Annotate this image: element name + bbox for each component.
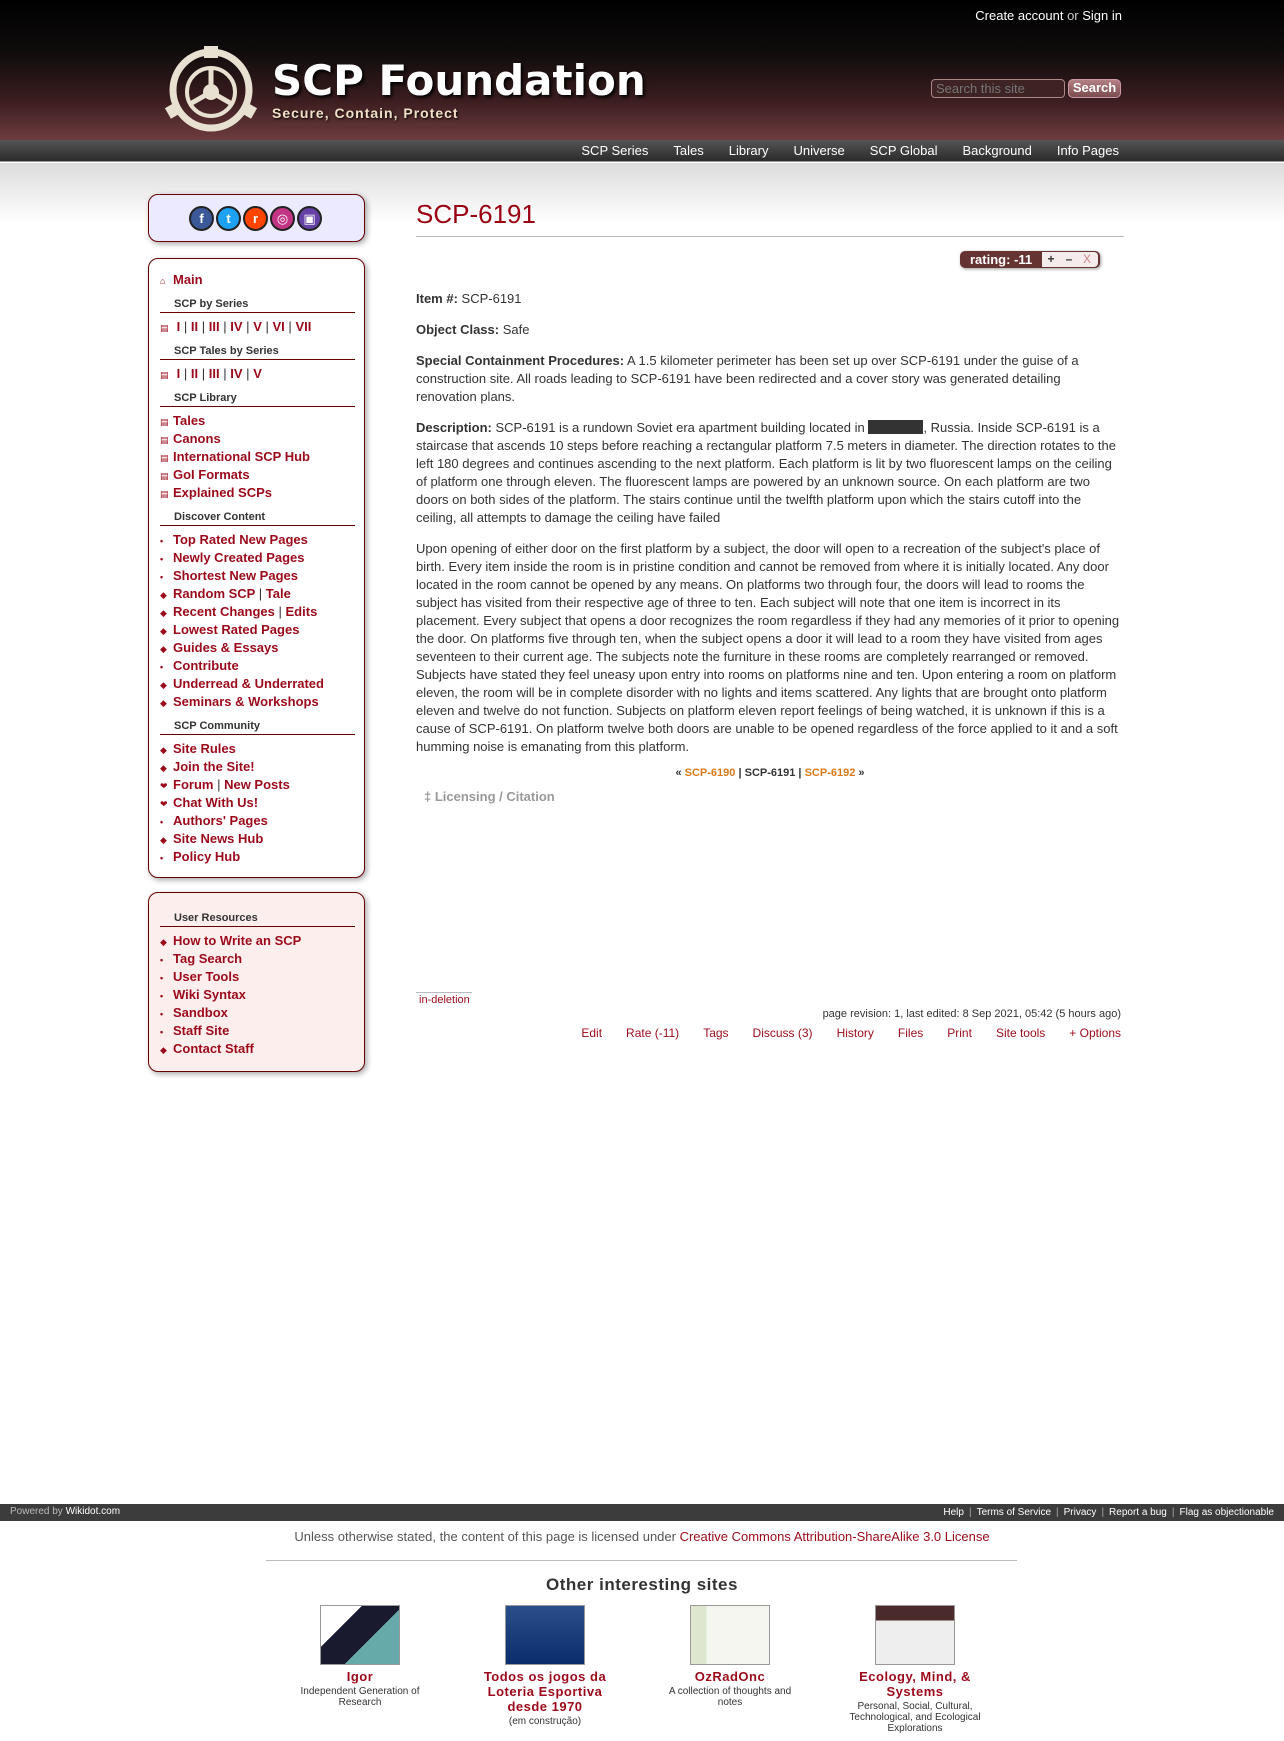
side-head-discover: Discover Content [160,510,355,526]
bullet-icon: • [160,991,164,1001]
side-tag-search[interactable]: • Tag Search [160,950,355,968]
site-thumbnail[interactable] [690,1605,770,1665]
chat-icon: ❤ [160,781,168,791]
side-new-posts[interactable]: New Posts [224,777,290,792]
current-scp: SCP-6191 [744,767,796,779]
side-chat[interactable]: ❤ Chat With Us! [160,794,355,812]
wikidot-link[interactable]: Wikidot.com [65,1506,121,1517]
bullet-icon: • [160,1027,164,1037]
rating-module [960,251,1100,268]
files-button[interactable]: Files [897,1026,924,1040]
side-discover-lowest[interactable]: ◆ Lowest Rated Pages [160,621,355,639]
reddit-icon[interactable]: r [243,206,268,231]
side-sandbox[interactable]: • Sandbox [160,1004,355,1022]
side-head-library: SCP Library [160,391,355,407]
book-icon: ▤ [160,323,169,333]
side-recent-changes[interactable]: Recent Changes [173,604,275,619]
side-head-tales: SCP Tales by Series [160,344,355,360]
page-revision-info: page revision: 1, last edited: 8 Sep 2021, 05:42 (5 hours ago) [822,1008,1121,1020]
side-discover-random-row: ◆ Random SCP | Tale [160,585,355,603]
print-button[interactable]: Print [947,1026,972,1040]
side-main-link[interactable] [160,271,355,289]
side-tale-series-3[interactable]: III [208,366,220,381]
book-icon: ▤ [160,489,169,499]
top-nav [556,143,1119,158]
diamond-icon: ◆ [160,644,167,654]
top-nav-bar [0,140,1284,162]
top-nav-info-pages[interactable]: Info Pages [1056,143,1119,158]
bullet-icon: • [160,572,164,582]
series-navigation: « SCP-6190 | SCP-6191 | SCP-6192 » [675,767,865,779]
side-tale-series-2[interactable]: II [190,366,199,381]
side-discover-recent-row: ◆ Recent Changes | Edits [160,603,355,621]
side-random-tale[interactable]: Tale [265,586,291,601]
book-icon: ▤ [160,370,169,380]
side-series-7[interactable]: VII [295,319,312,334]
side-site-rules[interactable]: ◆ Site Rules [160,740,355,758]
tags-divider [416,992,472,993]
diamond-icon: ◆ [160,698,167,708]
side-edits[interactable]: Edits [285,604,318,619]
side-series-row: ▤ I | II | III | IV | V | VI | VII [160,318,355,336]
bullet-icon: • [160,817,164,827]
bullet-icon: • [160,1009,164,1019]
facebook-icon[interactable]: f [189,206,214,231]
top-nav-scp-global[interactable]: SCP Global [869,143,938,158]
login-status [975,8,1122,23]
powered-by: Powered by Wikidot.com [10,1506,121,1517]
side-forum[interactable]: Forum [173,777,214,792]
bullet-icon: • [160,955,164,965]
side-discover-top-rated[interactable]: • Top Rated New Pages [160,531,355,549]
side-forum-row: ❤ Forum | New Posts [160,776,355,794]
side-discover-newly-created[interactable]: • Newly Created Pages [160,549,355,567]
instagram-icon[interactable]: ◎ [270,206,295,231]
side-join[interactable]: ◆ Join the Site! [160,758,355,776]
diamond-icon: ◆ [160,680,167,690]
side-user-tools[interactable]: • User Tools [160,968,355,986]
twitch-icon[interactable]: ▣ [297,206,322,231]
side-library-intl-hub[interactable]: ▤ International SCP Hub [160,448,355,466]
site-header [0,0,1284,140]
next-scp-link[interactable]: SCP-6192 [804,767,856,779]
other-sites-title: Other interesting sites [546,1575,738,1594]
side-staff-site[interactable]: • Staff Site [160,1022,355,1040]
diamond-icon: ◆ [160,626,167,636]
site-description: Independent Generation of Research [300,1686,420,1708]
book-icon: ▤ [160,435,169,445]
side-contact-staff[interactable]: ◆ Contact Staff [160,1040,355,1058]
book-icon: ▤ [160,453,169,463]
description: Description: SCP-6191 is a rundown Soviet era apartment building located in , Russia. Inside SCP-6191 is a staircase that ascends 10 steps before reaching a rectangular platform 7.5 meters in diameter. The direction rotates to the left 180 degrees and continues ascending to the next platform. Each platform is lit by two fluorescent lamps on the ceiling of platform one through eleven. The fluorescent lamps are powered by an unknown source. On each platform are two doors on both sides of the platform. The stairs continue until the twelfth platform upon which the stairs cutoff into the ceiling, all attempts to damage the ceiling have failed [416,420,1116,525]
tag-in-deletion[interactable]: in-deletion [419,994,470,1006]
prev-scp-link[interactable]: SCP-6190 [684,767,736,779]
footer-privacy[interactable]: Privacy [1063,1507,1097,1518]
side-authors[interactable]: • Authors' Pages [160,812,355,830]
login-or: or [1067,8,1079,23]
side-tale-series-4[interactable]: IV [230,366,243,381]
side-series-2[interactable]: II [190,319,199,334]
side-main-label: Main [173,272,203,287]
side-discover-seminars[interactable]: ◆ Seminars & Workshops [160,693,355,711]
side-library-goi[interactable]: ▤ GoI Formats [160,466,355,484]
twitter-icon[interactable]: t [216,206,241,231]
footer-links: Help | Terms of Service | Privacy | Report a bug | Flag as objectionable [943,1507,1274,1518]
side-series-1[interactable]: I [176,319,181,334]
side-news-hub[interactable]: ◆ Site News Hub [160,830,355,848]
diamond-icon: ◆ [160,608,167,618]
site-name[interactable]: Ecology, Mind, & Systems [859,1669,971,1699]
side-head-resources: User Resources [160,911,355,927]
site-description: Personal, Social, Cultural, Technological, and Ecological Explorations [849,1701,981,1734]
side-tales-row: ▤ I | II | III | IV | V [160,365,355,383]
page-content [416,290,1124,769]
site-name[interactable]: Todos os jogos da Loteria Esportiva desde 1970 [483,1669,607,1714]
social-block [148,194,365,242]
side-head-series: SCP by Series [160,297,355,313]
site-tagline: Secure, Contain, Protect [272,105,459,121]
scp-logo-icon[interactable] [163,42,259,134]
rating-controls [1042,252,1098,267]
other-site-card[interactable] [660,1605,800,1708]
object-class: Object Class: Safe [416,322,530,337]
footer-report-bug[interactable]: Report a bug [1109,1507,1167,1518]
side-head-community: SCP Community [160,719,355,735]
cc-license-link[interactable]: Creative Commons Attribution-ShareAlike 3.0 License [679,1529,990,1544]
diamond-icon: ◆ [160,590,167,600]
side-policy-hub[interactable]: • Policy Hub [160,848,355,866]
site-tools-button[interactable]: Site tools [995,1026,1046,1040]
side-how-to-write[interactable]: ◆ How to Write an SCP [160,932,355,950]
book-icon: ▤ [160,417,169,427]
side-discover-contribute[interactable]: • Contribute [160,657,355,675]
description-continued: Upon opening of either door on the first platform by a subject, the door will open to a recreation of the subject's place of birth. Every item inside the room is in pristine condition and cannot be removed from where it is initially located. Any door located in the room cannot be opened by any means. On platforms two through four, the doors will lead to rooms the subject has visited from their respective age of three to ten. Each subject will note that one item is incorrect in its placement. Every subject that opens a door recognizes the room regardless if they had any memories of it prior to opening the door. On platforms five through ten, when the subject opens a door it will lead to a room they have visited from ages seventeen to their current age. The subjects note the furniture in these rooms are completely rearranged or removed. Subjects have stated they feel uneasy upon entry into rooms on platforms nine and ten. Upon entering a room on platform eleven, the room will be in complete disorder with no lights and items scattered. Any lights that are brought onto platform eleven and twelve do not function. Subjects on platform eleven report feelings of being watched, it is unknown if this is a cause of SCP-6191. On platform twelve both doors are unable to be opened regardless of the force applied to it and a soft humming noise is emanating from this platform. [416,541,1120,754]
top-nav-background[interactable]: Background [962,143,1032,158]
top-nav-universe[interactable]: Universe [793,143,845,158]
side-library-canons[interactable]: ▤ Canons [160,430,355,448]
top-nav-tales[interactable]: Tales [673,143,704,158]
bullet-icon: • [160,536,164,546]
bullet-icon: • [160,973,164,983]
other-sites-divider [266,1560,1017,1561]
side-nav-block [148,258,365,878]
user-resources-menu [160,903,355,1058]
sign-in-link[interactable]: Sign in [1082,8,1122,23]
search-input[interactable] [931,79,1065,98]
bullet-icon: • [160,662,164,672]
diamond-icon: ◆ [160,763,167,773]
containment-procedures: Special Containment Procedures: A 1.5 kilometer perimeter has been set up over SCP-6191 under the guise of a construction site. All roads leading to SCP-6191 have been redirected and a cover story was generated detailing renovation plans. [416,353,1079,404]
side-random-scp[interactable]: Random SCP [173,586,256,601]
site-description: (em construção) [508,1716,582,1727]
home-icon: ⌂ [160,276,166,286]
site-name[interactable]: Igor [346,1669,374,1684]
side-nav-menu [160,271,355,866]
site-thumbnail[interactable] [875,1605,955,1665]
discuss-button[interactable]: Discuss (3) [752,1026,813,1040]
site-name[interactable]: OzRadOnc [694,1669,766,1684]
page-title: SCP-6191 [416,199,536,229]
rate-down-button[interactable]: – [1065,252,1073,266]
side-discover-guides[interactable]: ◆ Guides & Essays [160,639,355,657]
side-library-tales[interactable]: ▤ Tales [160,412,355,430]
licensing-toggle[interactable]: ‡ Licensing / Citation [424,789,555,804]
other-site-card[interactable] [290,1605,430,1708]
other-site-card[interactable] [845,1605,985,1734]
rating-value: rating: -11 [970,252,1033,267]
diamond-icon: ◆ [160,937,167,947]
side-tale-series-1[interactable]: I [176,366,181,381]
footer-bar [0,1504,1284,1521]
diamond-icon: ◆ [160,1045,167,1055]
side-discover-underread[interactable]: ◆ Underread & Underrated [160,675,355,693]
footer-terms[interactable]: Terms of Service [976,1507,1052,1518]
rate-cancel-button[interactable]: X [1082,252,1091,266]
site-thumbnail[interactable] [320,1605,400,1665]
site-description: A collection of thoughts and notes [668,1686,792,1708]
side-wiki-syntax[interactable]: • Wiki Syntax [160,986,355,1004]
user-resources-block [148,892,365,1072]
redacted-block [868,420,923,434]
more-options-button[interactable]: + Options [1069,1026,1121,1040]
item-number: Item #: SCP-6191 [416,291,522,306]
side-library-explained[interactable]: ▤ Explained SCPs [160,484,355,502]
diamond-icon: ◆ [160,835,167,845]
rate-button[interactable]: Rate (-11) [626,1026,680,1040]
side-series-3[interactable]: III [208,319,220,334]
edit-button[interactable]: Edit [581,1026,603,1040]
side-tale-series-5[interactable]: V [253,366,262,381]
side-series-5[interactable]: V [253,319,262,334]
title-divider [416,236,1124,237]
footer-help[interactable]: Help [943,1507,964,1518]
history-button[interactable]: History [836,1026,874,1040]
diamond-icon: ◆ [160,745,167,755]
top-nav-scp-series[interactable]: SCP Series [581,143,649,158]
top-nav-library[interactable]: Library [728,143,769,158]
side-discover-shortest[interactable]: • Shortest New Pages [160,567,355,585]
tags-button[interactable]: Tags [703,1026,729,1040]
book-icon: ▤ [160,471,169,481]
side-series-6[interactable]: VI [272,319,285,334]
search-button[interactable]: Search [1068,79,1121,98]
bullet-icon: • [160,853,164,863]
rate-up-button[interactable]: + [1047,252,1055,266]
other-site-card[interactable] [475,1605,615,1727]
footer-flag[interactable]: Flag as objectionable [1179,1507,1274,1518]
social-icons [189,206,324,231]
site-thumbnail[interactable] [505,1605,585,1665]
side-series-4[interactable]: IV [230,319,243,334]
chat-icon: ❤ [160,799,168,809]
bullet-icon: • [160,554,164,564]
page-options-bar [557,1026,1121,1040]
site-title[interactable]: SCP Foundation [272,56,646,105]
license-note: Unless otherwise stated, the content of this page is licensed under Creative Commons Attribution-ShareAlike 3.0 License [294,1529,990,1544]
create-account-link[interactable]: Create account [975,8,1064,23]
